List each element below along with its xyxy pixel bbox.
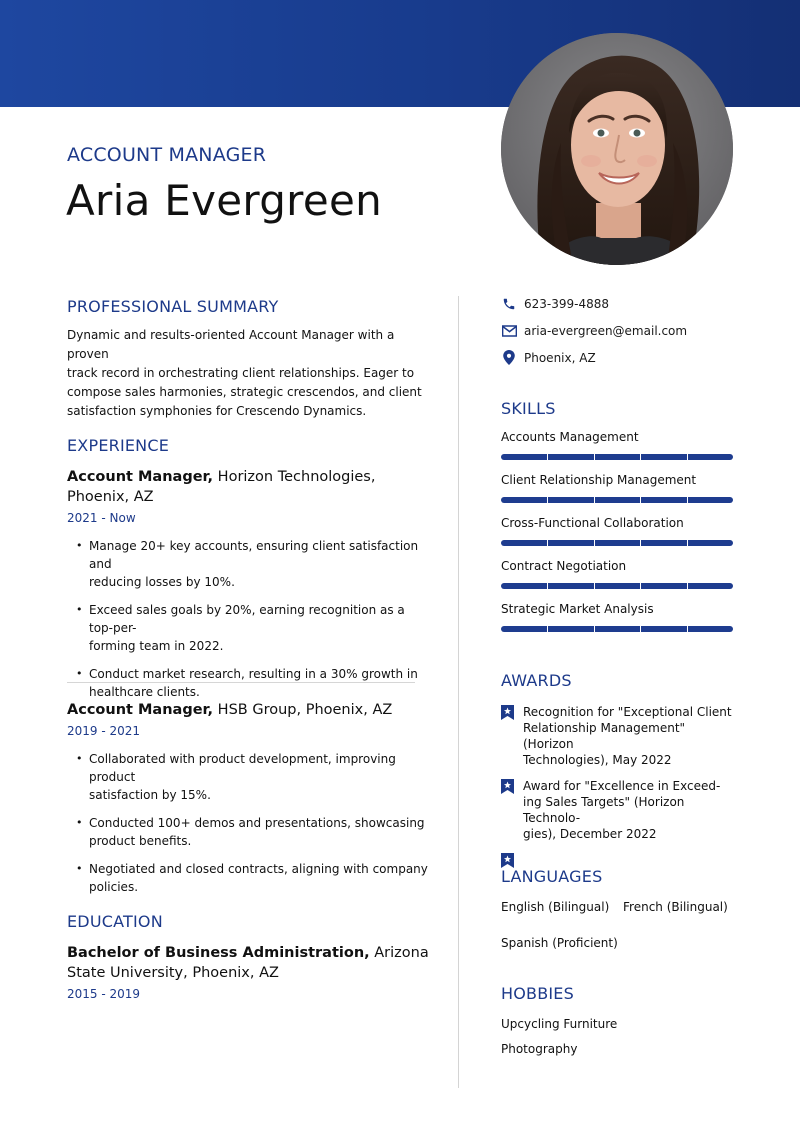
skill-level-bar xyxy=(501,497,733,503)
summary-section xyxy=(67,297,432,421)
languages-section xyxy=(501,867,737,950)
education-entry xyxy=(67,943,432,1001)
hobbies-section xyxy=(501,984,737,1056)
skill-item xyxy=(501,559,737,589)
contact-email xyxy=(501,317,737,344)
skill-item xyxy=(501,430,737,460)
bullet-line: healthcare clients. xyxy=(89,685,200,699)
job-role: Account Manager, xyxy=(67,702,214,718)
school-location: State University, Phoenix, AZ xyxy=(67,965,279,981)
skills-list xyxy=(501,430,737,632)
award-line: ing Sales Targets" (Horizon Technolo- xyxy=(523,795,685,825)
location-pin-icon xyxy=(501,350,517,366)
contact-phone xyxy=(501,290,737,317)
job-bullets xyxy=(67,750,432,896)
profile-photo xyxy=(501,33,733,265)
award-line: Relationship Management" (Horizon xyxy=(523,721,686,751)
languages-row xyxy=(501,936,737,950)
phone-icon xyxy=(501,296,517,312)
column-divider xyxy=(458,296,459,1088)
education-heading: EDUCATION xyxy=(67,912,163,931)
job-bullet xyxy=(67,814,432,850)
candidate-name: Aria Evergreen xyxy=(66,176,383,225)
summary-text xyxy=(67,326,432,421)
job-bullet xyxy=(67,750,432,804)
phone-number: 623-399-4888 xyxy=(524,296,610,311)
bullet-line: policies. xyxy=(89,880,139,894)
skill-name: Contract Negotiation xyxy=(501,559,627,573)
languages-heading: LANGUAGES xyxy=(501,867,603,886)
skills-heading: SKILLS xyxy=(501,399,556,418)
awards-section xyxy=(501,671,737,882)
summary-line: Dynamic and results-oriented Account Manager with a proven xyxy=(67,328,395,361)
award-badge-icon xyxy=(501,778,515,842)
hobbies-heading: HOBBIES xyxy=(501,984,574,1003)
job-entry xyxy=(67,467,432,701)
education-dates: 2015 - 2019 xyxy=(67,987,141,1001)
job-location: Phoenix, AZ xyxy=(67,489,154,505)
summary-heading: PROFESSIONAL SUMMARY xyxy=(67,297,279,316)
job-title-line xyxy=(67,700,432,720)
skill-level-bar xyxy=(501,540,733,546)
skill-name: Accounts Management xyxy=(501,430,639,444)
degree: Bachelor of Business Administration, xyxy=(67,945,370,961)
skill-item xyxy=(501,473,737,503)
email-address: aria-evergreen@email.com xyxy=(524,323,688,338)
bullet-line: satisfaction by 15%. xyxy=(89,788,211,802)
award-item xyxy=(501,778,737,842)
bullet-line: • Negotiated and closed contracts, aligning with company xyxy=(89,862,428,876)
awards-heading: AWARDS xyxy=(501,671,572,690)
skill-name: Client Relationship Management xyxy=(501,473,697,487)
experience-heading: EXPERIENCE xyxy=(67,436,170,455)
job-bullet xyxy=(67,665,432,701)
summary-line: compose sales harmonies, strategic crescendos, and client xyxy=(67,385,422,399)
award-line: Recognition for "Exceptional Client xyxy=(523,705,732,719)
experience-section xyxy=(67,436,432,711)
job-bullet xyxy=(67,537,432,591)
bullet-line: • Manage 20+ key accounts, ensuring client satisfaction and xyxy=(89,539,419,571)
bullet-line: • Exceed sales goals by 20%, earning recognition as a top-per- xyxy=(89,603,405,635)
skill-level-bar xyxy=(501,454,733,460)
experience-divider xyxy=(67,682,415,683)
award-line: Award for "Excellence in Exceed- xyxy=(523,779,721,793)
award-line: gies), December 2022 xyxy=(523,827,657,841)
job-company: HSB Group, Phoenix, AZ xyxy=(213,702,393,718)
award-badge-icon xyxy=(501,704,515,768)
hobby-item: Photography xyxy=(501,1042,578,1056)
contact-section xyxy=(501,290,737,371)
envelope-icon xyxy=(501,323,517,339)
bullet-line: • Conduct market research, resulting in a 30% growth in xyxy=(89,667,418,681)
degree-line xyxy=(67,943,432,963)
job-title: ACCOUNT MANAGER xyxy=(67,144,267,166)
job-entry xyxy=(67,700,432,906)
bullet-line: product benefits. xyxy=(89,834,192,848)
bullet-line: • Conducted 100+ demos and presentations, showcasing xyxy=(89,816,425,830)
skill-level-bar xyxy=(501,583,733,589)
job-role: Account Manager, xyxy=(67,469,214,485)
award-item xyxy=(501,704,737,768)
location-text: Phoenix, AZ xyxy=(524,350,596,365)
languages-row xyxy=(501,900,737,914)
summary-line: track record in orchestrating client relationships. Eager to xyxy=(67,366,415,380)
language-item: Spanish (Proficient) xyxy=(501,936,618,950)
job-title-line xyxy=(67,467,432,487)
job-dates: 2021 - Now xyxy=(67,511,136,525)
contact-location xyxy=(501,344,737,371)
awards-list xyxy=(501,704,737,872)
job-bullets xyxy=(67,537,432,701)
job-bullet xyxy=(67,860,432,896)
education-section xyxy=(67,912,432,1001)
skill-item xyxy=(501,516,737,546)
hobby-item: Upcycling Furniture xyxy=(501,1017,618,1031)
language-item: French (Bilingual) xyxy=(623,900,728,914)
bullet-line: • Collaborated with product development, improving product xyxy=(89,752,396,784)
award-line: Technologies), May 2022 xyxy=(523,753,672,767)
skill-name: Cross-Functional Collaboration xyxy=(501,516,684,530)
school: Arizona xyxy=(369,945,429,961)
skill-name: Strategic Market Analysis xyxy=(501,602,654,616)
skills-section xyxy=(501,399,737,645)
skill-item xyxy=(501,602,737,632)
job-dates: 2019 - 2021 xyxy=(67,724,141,738)
job-company: Horizon Technologies, xyxy=(213,469,376,485)
bullet-line: reducing losses by 10%. xyxy=(89,575,235,589)
bullet-line: forming team in 2022. xyxy=(89,639,224,653)
skill-level-bar xyxy=(501,626,733,632)
language-item: English (Bilingual) xyxy=(501,900,610,914)
job-bullet xyxy=(67,601,432,655)
summary-line: satisfaction symphonies for Crescendo Dynamics. xyxy=(67,404,367,418)
